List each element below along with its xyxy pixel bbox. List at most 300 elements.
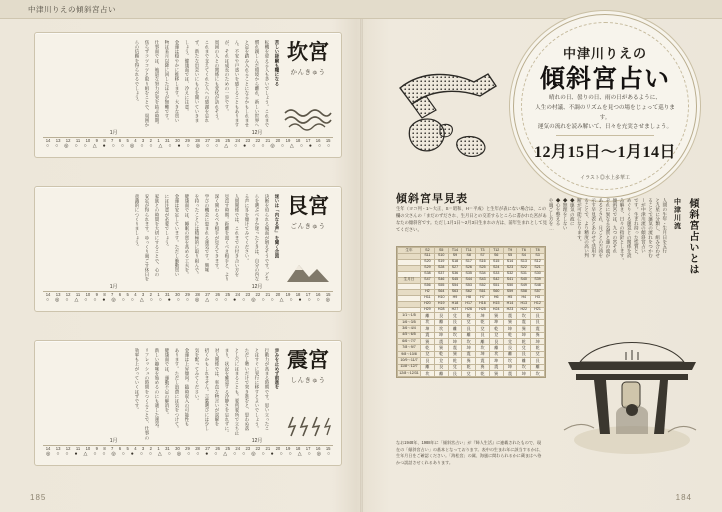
table-year-cell: H12: [531, 301, 545, 307]
calendar-fortune-mark: ○: [93, 451, 97, 458]
calendar-fortune-mark: ◎: [251, 297, 256, 304]
table-year-cell: S53: [462, 283, 476, 289]
palace-text-column: 決断を迫られる場面が増えそうです。どち: [265, 194, 270, 282]
table-palace-cell: 巽: [448, 351, 462, 357]
table-palace-cell: 乾: [448, 358, 462, 364]
calendar-day: 3: [141, 138, 145, 143]
calendar-day: 8: [103, 138, 106, 143]
table-year-cell: H8: [462, 295, 476, 301]
palace-text-column: 気を配ってみてください。: [195, 348, 200, 404]
table-year-header: T11: [462, 248, 476, 254]
calendar-day: 12: [65, 138, 71, 143]
table-year-cell: H27: [448, 307, 462, 313]
table-palace-cell: 坤: [531, 339, 545, 345]
palace-text-column: 見直す時期。距離を置くべき相手と、より: [225, 194, 230, 282]
calendar-fortune-mark: ●: [167, 297, 171, 304]
table-year-cell: S63: [448, 289, 462, 295]
calendar-fortune-mark: ○: [289, 297, 293, 304]
calendar-day: 21: [265, 138, 271, 143]
calendar-day: 14: [45, 446, 51, 451]
palace-text-column: 金運は安定しています。ただし衝動買い: [175, 194, 180, 277]
table-palace-cell: 離: [448, 326, 462, 332]
hayamihyo-grid: [397, 247, 545, 377]
calendar-fortune-mark: ○: [252, 143, 256, 150]
calendar-fortune-mark: ○: [326, 451, 330, 458]
palace-text-column: 焦らずコツコツと取り組むことで、周囲か: [145, 40, 150, 128]
page-gutter: [360, 0, 363, 512]
table-year-cell: S44: [462, 277, 476, 283]
calendar-day: 16: [315, 138, 321, 143]
table-palace-cell: 坤: [476, 351, 490, 357]
palace-kana: しんきゅう: [290, 377, 326, 385]
calendar-day: 23: [245, 446, 251, 451]
table-palace-cell: 坎: [448, 332, 462, 338]
table-year-header: S5: [434, 248, 448, 254]
table-year-cell: S43: [476, 277, 490, 283]
table-palace-cell: 巽: [531, 332, 545, 338]
calendar-month-labels: [43, 129, 333, 137]
table-palace-cell: 坎: [531, 371, 545, 377]
calendar-fortune-mark: ○: [55, 143, 59, 150]
palace-text-column: 仕事面では、地道な努力が実を結ぶ時期。: [155, 40, 160, 128]
calendar-day: 26: [215, 138, 220, 143]
palace-text-column: 金運は上昇傾向。臨時収入の可能性も: [185, 348, 190, 427]
table-year-cell: S6: [489, 253, 503, 259]
palace-text-column: 慣れ親しんだ環境から離れ、新しい世界へ: [255, 40, 260, 128]
table-year-cell: S39: [531, 277, 545, 283]
table-palace-cell: 巽: [503, 319, 517, 325]
table-palace-cell: 離: [434, 371, 448, 377]
calendar-fortune-mark: ○: [288, 451, 292, 458]
calendar-marks-row: [43, 452, 333, 457]
calendar-fortune-mark: ○: [307, 297, 311, 304]
table-year-cell: S21: [531, 265, 545, 271]
calendar-day: 16: [315, 446, 321, 451]
table-row-label: 生月日: [398, 277, 421, 283]
calendar-day: 26: [215, 292, 220, 297]
folio-left: 185: [30, 493, 47, 502]
palace-text-column: 金運は穏やかに推移します。大きな買い: [175, 40, 180, 123]
table-year-cell: S4: [517, 253, 531, 259]
palace-text-column: 対人関係では、率直な物言いが誤解を: [215, 348, 220, 427]
table-year-cell: H29: [421, 307, 435, 313]
table-palace-cell: 坤: [421, 326, 435, 332]
calendar-fortune-mark: △: [297, 451, 302, 458]
table-date-range: 1/6〜3/5: [398, 319, 421, 325]
running-head-label: 中津川りえの傾斜宮占い: [28, 5, 116, 14]
calendar-strip-shin: [43, 437, 333, 459]
calendar-fortune-mark: ○: [234, 143, 238, 150]
calendar-fortune-mark: ●: [243, 143, 247, 150]
table-year-cell: S41: [503, 277, 517, 283]
calendar-fortune-mark: ○: [167, 451, 171, 458]
calendar-day: 21: [265, 292, 271, 297]
calendar-fortune-mark: ○: [270, 297, 274, 304]
palace-block-kan: [34, 32, 342, 158]
palace-text-column: まり、状況を確認する冷静さを忘れずに。: [225, 348, 230, 436]
calendar-day: 7: [111, 292, 114, 297]
table-palace-cell: 坎: [421, 371, 435, 377]
calendar-day: 18: [295, 138, 301, 143]
seal-title: 傾斜宮占い: [539, 66, 670, 93]
table-year-cell: S14: [503, 259, 517, 265]
calendar-day: 2: [149, 292, 152, 297]
palace-text-column: あります。ただし浪費には気をつけて。: [175, 348, 180, 431]
calendar-fortune-mark: ○: [185, 297, 189, 304]
calendar-fortune-mark: △: [92, 143, 97, 150]
calendar-day: 30: [175, 292, 180, 297]
palace-text-column: ず、新たな出会いにも心を開いていきま: [195, 40, 200, 123]
table-year-cell: S54: [448, 283, 462, 289]
essay-text-column: あるとされ、月ごとの吉凶を: [598, 198, 604, 258]
essay-title-line1: 中津川流: [673, 198, 682, 230]
table-year-cell: H25: [476, 307, 490, 313]
table-palace-cell: 兌: [434, 358, 448, 364]
table-year-header: T9: [503, 248, 517, 254]
calendar-day: 20: [275, 292, 281, 297]
table-year-cell: S58: [517, 289, 531, 295]
table-palace-cell: 離: [489, 345, 503, 351]
table-year-cell: H28: [434, 307, 448, 313]
thunder-mark-icon: [283, 413, 333, 439]
calendar-fortune-mark: ○: [176, 297, 180, 304]
calendar-day: 13: [55, 446, 61, 451]
calendar-fortune-mark: ○: [74, 143, 78, 150]
table-palace-cell: 艮: [531, 313, 545, 319]
calendar-day: 25: [225, 446, 231, 451]
table-year-cell: S48: [531, 283, 545, 289]
essay-title-line2: 傾斜宮占いとは: [687, 198, 698, 275]
calendar-day: 1: [157, 292, 160, 297]
palace-text-column: 物は来月以降に回したほうが無難です。: [165, 40, 170, 123]
table-year-cell: S36: [448, 271, 462, 277]
calendar-fortune-mark: ○: [139, 451, 143, 458]
calendar-fortune-mark: ○: [148, 451, 152, 458]
calendar-day: 13: [55, 138, 61, 143]
table-year-cell: S3: [531, 253, 545, 259]
calendar-fortune-mark: ○: [83, 143, 87, 150]
essay-text-column: ーが中津川流の傾斜宮占い: [641, 198, 647, 254]
calendar-day: 27: [205, 446, 210, 451]
calendar-fortune-mark: ○: [317, 143, 321, 150]
seal-author: 中津川りえの: [562, 46, 647, 61]
table-year-header: T6: [517, 248, 531, 254]
calendar-fortune-mark: △: [83, 451, 88, 458]
calendar-day: 4: [134, 292, 137, 297]
calendar-fortune-mark: ◎: [111, 451, 116, 458]
calendar-day: 16: [315, 292, 321, 297]
calendar-fortune-mark: ○: [280, 143, 284, 150]
table-palace-cell: 震: [448, 345, 462, 351]
table-palace-cell: 離: [462, 332, 476, 338]
table-date-range: 1/1〜1/5: [398, 313, 421, 319]
calendar-day: 5: [126, 138, 129, 143]
table-palace-cell: 震: [434, 339, 448, 345]
calendar-fortune-mark: △: [223, 451, 228, 458]
calendar-fortune-mark: ○: [121, 451, 125, 458]
calendar-fortune-mark: ○: [186, 143, 190, 150]
calendar-fortune-mark: ○: [93, 297, 97, 304]
scarf-illustration: [392, 52, 512, 162]
calendar-fortune-mark: ○: [46, 297, 50, 304]
table-year-cell: S35: [462, 271, 476, 277]
calendar-day: 17: [305, 138, 311, 143]
palace-text-column: 意識的につくりましょう。: [135, 194, 140, 250]
calendar-fortune-mark: △: [279, 297, 284, 304]
table-palace-cell: 艮: [531, 319, 545, 325]
month-label-jan: 1月: [109, 284, 118, 290]
calendar-fortune-mark: ○: [242, 297, 246, 304]
calendar-day: 30: [175, 138, 180, 143]
table-palace-cell: 艮: [448, 371, 462, 377]
calendar-fortune-mark: ●: [130, 451, 134, 458]
calendar-month-labels: [43, 437, 333, 445]
seal-credit: イラスト◎水上多華工: [580, 175, 630, 181]
palace-text-column: 安定が得られます。ゆっくり過ごす休日を: [145, 194, 150, 282]
table-year-cell: S5: [503, 253, 517, 259]
table-palace-cell: 離: [434, 319, 448, 325]
calendar-day: 6: [118, 446, 122, 451]
essay-text-column: 断が可能になります。: [577, 198, 583, 244]
calendar-day: 15: [325, 292, 331, 297]
palace-kana: かんきゅう: [290, 69, 326, 77]
calendar-fortune-mark: △: [74, 297, 79, 304]
table-palace-cell: 震: [421, 332, 435, 338]
calendar-day: 14: [45, 138, 51, 143]
month-label-jan: 1月: [109, 130, 118, 136]
folio-right: 184: [675, 493, 692, 502]
table-palace-cell: 兌: [517, 345, 531, 351]
calendar-day: 30: [175, 446, 180, 451]
palace-text-column: を持ったことには積極的に取り組んで。: [195, 194, 200, 277]
table-palace-cell: 坤: [476, 313, 490, 319]
calendar-day: 29: [185, 138, 190, 143]
table-palace-cell: 兌: [503, 339, 517, 345]
table-year-cell: H24: [489, 307, 503, 313]
calendar-day: 4: [134, 446, 137, 451]
calendar-day: 12: [65, 292, 71, 297]
calendar-day: 17: [305, 292, 311, 297]
table-palace-cell: 坎: [503, 358, 517, 364]
month-label-dec: 12月: [251, 284, 263, 290]
calendar-fortune-mark: △: [289, 143, 294, 150]
calendar-fortune-mark: ○: [299, 143, 303, 150]
table-year-cell: S33: [489, 271, 503, 277]
calendar-day: 18: [295, 446, 301, 451]
palace-text-column: 行動力が高まる時期です。思い立ったこ: [265, 348, 270, 431]
table-year-cell: S34: [476, 271, 490, 277]
calendar-fortune-mark: ●: [74, 451, 78, 458]
table-year-header: T3: [476, 248, 490, 254]
table-palace-cell: 兌: [462, 319, 476, 325]
table-palace-cell: 震: [517, 319, 531, 325]
calendar-fortune-mark: ◎: [176, 451, 182, 458]
table-year-cell: S29: [421, 265, 435, 271]
calendar-day: 13: [55, 292, 61, 297]
month-label-dec: 12月: [251, 438, 263, 444]
palace-text-column: が、それは成長のための一歩です。: [225, 40, 230, 114]
table-year-cell: H17: [462, 301, 476, 307]
calendar-fortune-mark: ○: [307, 451, 311, 458]
palace-text-column: 転機を迎える人も多いでしょう。これまで: [265, 40, 270, 128]
table-palace-cell: 離: [531, 364, 545, 370]
calendar-fortune-mark: ●: [205, 451, 209, 458]
table-year-cell: H5: [503, 295, 517, 301]
table-palace-cell: 艮: [476, 332, 490, 338]
calendar-fortune-mark: ◎: [111, 297, 116, 304]
hayamihyo-footnote: なお1948年、1988年に「傾斜宮占い」が『婦人生活』に連載されたもので、現在の「傾斜宮占い」の基本となっております。表中の生まれ年に該当するかは、生年月日をご確認ください。「海松宮」の属、海風に間わられるかに蔵まはへ待かつ誤話させくれるあります。: [396, 440, 544, 465]
calendar-fortune-mark: ○: [224, 297, 228, 304]
table-year-cell: H18: [448, 301, 462, 307]
palace-text-column: らの信頼を得られるでしょう。: [135, 40, 140, 105]
seal-lead: [532, 94, 678, 133]
table-palace-cell: 坎: [489, 351, 503, 357]
month-label-dec: 12月: [251, 130, 263, 136]
table-year-cell: H11: [421, 295, 435, 301]
calendar-day: 15: [325, 446, 331, 451]
calendar-fortune-mark: ○: [140, 143, 144, 150]
calendar-fortune-mark: ○: [149, 297, 153, 304]
palace-text-column: 効率も上がっていくはずです。: [135, 348, 140, 413]
calendar-fortune-mark: ◎: [316, 451, 321, 458]
table-date-range: 9/8〜10/8: [398, 351, 421, 357]
calendar-day: 28: [195, 446, 200, 451]
table-date-range: 12/8〜12/31: [398, 371, 421, 377]
table-year-header: S2: [421, 248, 435, 254]
calendar-day: 7: [111, 138, 114, 143]
calendar-fortune-mark: ○: [84, 297, 88, 304]
calendar-day: 9: [95, 138, 98, 143]
calendar-fortune-mark: ◎: [195, 143, 200, 150]
palace-text-column: とはすぐに実行に移すとよいでしょう。: [255, 348, 260, 431]
table-year-cell: S22: [517, 265, 531, 271]
table-palace-cell: 乾: [421, 345, 435, 351]
calendar-day: 20: [275, 138, 281, 143]
essay-text-column: ることで運気の流れをつかむ: [648, 198, 654, 258]
table-palace-cell: 巽: [489, 371, 503, 377]
month-label-jan: 1月: [109, 438, 118, 444]
calendar-fortune-mark: ●: [102, 297, 106, 304]
table-palace-cell: 震: [531, 326, 545, 332]
table-year-cell: S8: [462, 253, 476, 259]
calendar-fortune-mark: ○: [316, 297, 320, 304]
palace-body-gon: [43, 194, 281, 286]
calendar-fortune-mark: ○: [102, 451, 106, 458]
calendar-fortune-mark: ○: [196, 451, 200, 458]
table-palace-cell: 坎: [462, 339, 476, 345]
calendar-fortune-mark: ○: [279, 451, 283, 458]
calendar-day: 12: [65, 446, 71, 451]
table-year-cell: H13: [517, 301, 531, 307]
calendar-day: 6: [118, 138, 122, 143]
calendar-day: 22: [255, 138, 261, 143]
seal-divider: [556, 135, 654, 136]
table-palace-cell: 艮: [434, 364, 448, 370]
seal-period: 12月15日〜1月14日: [533, 144, 676, 161]
table-palace-cell: 坎: [434, 326, 448, 332]
table-palace-cell: 震: [503, 313, 517, 319]
palace-text-column: とし穴にはまることも。要所要所で立ち止: [235, 348, 240, 436]
table-year-cell: S45: [448, 277, 462, 283]
table-palace-cell: 乾: [476, 319, 490, 325]
calendar-day: 31: [165, 446, 170, 451]
table-year-cell: S13: [517, 259, 531, 265]
calendar-day: 8: [103, 446, 106, 451]
table-palace-cell: 巽: [421, 339, 435, 345]
table-year-cell: S30: [531, 271, 545, 277]
table-palace-cell: 坎: [517, 313, 531, 319]
table-year-cell: S62: [462, 289, 476, 295]
table-year-cell: H16: [476, 301, 490, 307]
calendar-day: 24: [235, 138, 241, 143]
palace-text-column: らを選ぶべきか迷ったときは、自分の内な: [255, 194, 260, 282]
table-year-cell: S27: [448, 265, 462, 271]
seal-lead-line3: 運気の流れを読み解いて、日々を充実させましょう。: [537, 124, 673, 131]
table-year-cell: S56: [421, 283, 435, 289]
table-palace-cell: 震: [462, 351, 476, 357]
calendar-marks-row: [43, 298, 333, 303]
table-date-range: 6/6〜7/7: [398, 339, 421, 345]
table-date-range: 10/9〜11/7: [398, 358, 421, 364]
calendar-fortune-mark: ○: [215, 297, 219, 304]
table-palace-cell: 乾: [476, 371, 490, 377]
table-year-cell: S50: [503, 283, 517, 289]
calendar-day: 1: [157, 446, 160, 451]
table-year-cell: S31: [517, 271, 531, 277]
calendar-fortune-mark: ●: [270, 451, 274, 458]
table-palace-cell: 離: [421, 364, 435, 370]
table-year-cell: H9: [448, 295, 462, 301]
table-year-header: T14: [448, 248, 462, 254]
palace-name-kan: [285, 41, 331, 76]
calendar-fortune-mark: ◎: [129, 143, 135, 150]
table-year-cell: S47: [421, 277, 435, 283]
essay-text-column: ることで、より精度の高い判: [584, 198, 590, 258]
essay-text-column: ◆運気の波に: [570, 198, 576, 226]
calendar-day: 5: [126, 292, 129, 297]
table-date-range: 3/6〜4/4: [398, 326, 421, 332]
calendar-day: 29: [185, 292, 190, 297]
table-year-cell: S10: [434, 253, 448, 259]
calendar-day: 25: [225, 292, 231, 297]
table-year-cell: H21: [531, 307, 545, 313]
table-palace-cell: 巽: [476, 364, 490, 370]
calendar-day: 18: [295, 292, 301, 297]
table-corner-label: 生年: [398, 248, 421, 254]
table-palace-cell: 坤: [503, 326, 517, 332]
palace-text-column: リフレッシュの時間をつくることで、仕事の: [145, 348, 150, 440]
seal-lead-line1: 晴れの日、曇りの日、雨の日があるように、: [549, 95, 661, 101]
table-year-cell: H19: [434, 301, 448, 307]
table-palace-cell: 艮: [517, 351, 531, 357]
table-palace-cell: 兌: [489, 332, 503, 338]
essay-text-column: 傾斜宮では、九つの宮それ: [612, 198, 618, 254]
table-palace-cell: 乾: [489, 326, 503, 332]
calendar-day: 6: [118, 292, 122, 297]
calendar-fortune-mark: ○: [56, 451, 60, 458]
calendar-day: 23: [245, 292, 251, 297]
calendar-day: 19: [285, 446, 291, 451]
table-year-cell: S32: [503, 271, 517, 277]
calendar-day: 10: [85, 138, 91, 143]
essay-text-column: と九星に分類し、組み合わせ: [655, 198, 661, 258]
table-palace-cell: 艮: [462, 326, 476, 332]
table-year-cell: S52: [476, 283, 490, 289]
essay-text-column: ◆無理をしない: [563, 198, 569, 231]
calendar-fortune-mark: ○: [158, 297, 162, 304]
palace-text-column: 健康面では、睡眠の質を高める工夫を。: [185, 194, 190, 277]
calendar-strip-kan: [43, 129, 333, 151]
